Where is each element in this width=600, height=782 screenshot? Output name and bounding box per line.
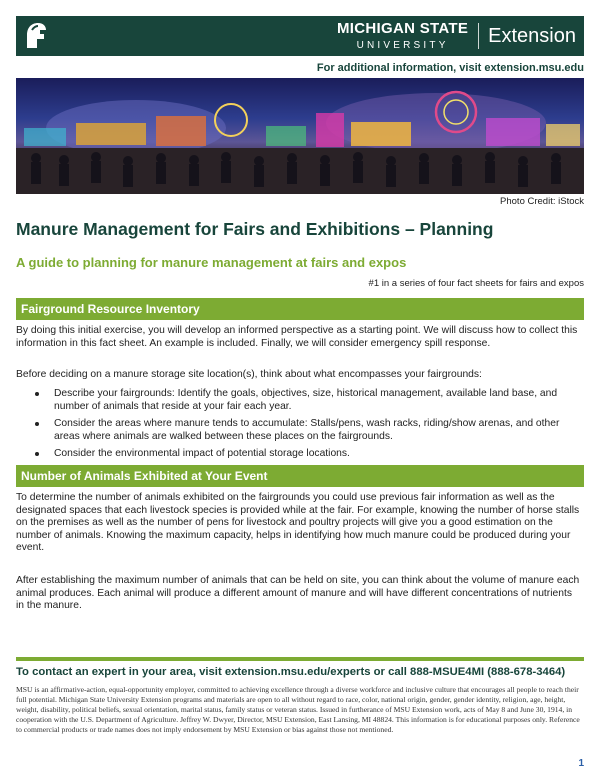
spartan-helmet-icon (16, 16, 56, 56)
resource-inventory-intro: By doing this initial exercise, you will develop an informed perspective as a starting point. We will discuss how to collect this information in this fact sheet. An example is included. Finally, we will consider emergency spill response. (16, 325, 578, 349)
legal-disclaimer: MSU is an affirmative-action, equal-opportunity employer, committed to achieving excellence through a diverse workforce and inclusive culture that encourages all people to reach their full potential. Michigan State University Extension programs and materials are open to all without regard to race, color, national origin, gender, gender identity, religion, age, height, weight, disability, political beliefs, sexual orientation, marital status, family status or veteran status. Issued in furtherance of MSU Extension work, acts of May 8 and June 30, 1914, in cooperation with the U.S. Department of Agriculture. Jeffrey W. Dwyer, Director, MSU Extension, East Lansing, MI 48824. This information is for educational purposes only. Reference to commercial products or trade names does not imply endorsement by MSU Extension or bias against those not mentioned. (16, 685, 580, 734)
photo-credit: Photo Credit: iStock (500, 196, 584, 207)
resource-inventory-list (30, 388, 582, 466)
footer-divider (16, 657, 584, 661)
msu-extension-wordmark[interactable] (337, 16, 584, 56)
list-item: Consider the environmental impact of potential storage locations. (30, 448, 582, 461)
page-title: Manure Management for Fairs and Exhibitions – Planning (16, 219, 494, 239)
page-number: 1 (578, 758, 584, 769)
section-heading-resource-inventory: Fairground Resource Inventory (16, 298, 584, 320)
fairground-photo (16, 78, 584, 194)
contact-expert-line[interactable]: To contact an expert in your area, visit extension.msu.edu/experts or call 888-MSUE4MI (888-678-3464) (16, 666, 566, 678)
university-name-line2: UNIVERSITY (356, 39, 449, 51)
list-item: Consider the areas where manure tends to accumulate: Stalls/pens, wash racks, riding/show arenas, and other areas where animals are walked between these places on the fairgrounds. (30, 418, 582, 443)
number-of-animals-paragraph-1: To determine the number of animals exhibited on the fairgrounds you could use previous fair information as well as the designated spaces that each livestock species is provided while at the fair. For example, knowing the number of horse stalls on the premises as well as the number of pens for livestock and poultry projects will give you a good estimation on the number of animals. Knowing the maximum capacity, helps in identifying how much manure could be produced during your event. (16, 492, 580, 554)
fairground-illustration (16, 78, 584, 194)
extension-label: Extension (488, 24, 576, 47)
header-banner (16, 16, 584, 56)
section-heading-number-of-animals: Number of Animals Exhibited at Your Event (16, 465, 584, 487)
university-name (337, 21, 478, 52)
university-name-line1: MICHIGAN STATE (337, 19, 469, 37)
number-of-animals-paragraph-2: After establishing the maximum number of animals that can be held on site, you can think about the volume of manure each animal produces. Each animal will produce a different amount of manure and will have different concentrations of nutrients in the manure. (16, 575, 580, 612)
additional-info-link[interactable]: For additional information, visit extension.msu.edu (316, 62, 584, 74)
page-subtitle: A guide to planning for manure management at fairs and expos (16, 255, 407, 270)
resource-inventory-lead: Before deciding on a manure storage site location(s), think about what encompasses your fairgrounds: (16, 369, 482, 380)
list-item: Describe your fairgrounds: Identify the goals, objectives, size, historical management, available land base, and number of animals that reside at your fair each year. (30, 388, 582, 413)
series-note: #1 in a series of four fact sheets for fairs and expos (368, 278, 584, 289)
